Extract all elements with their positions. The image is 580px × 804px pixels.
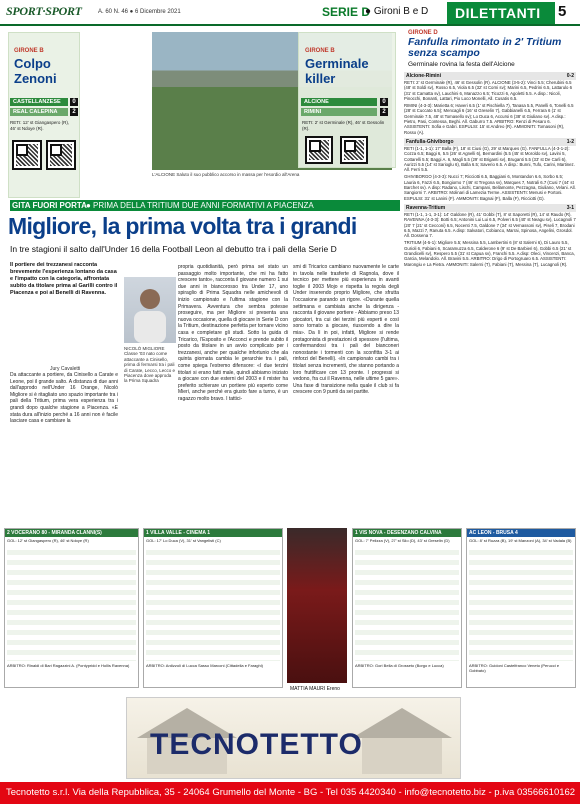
match-name: Ravenna-Tritium	[406, 204, 446, 211]
match-name: Fanfulla-Ghiviborgo	[406, 138, 454, 145]
issue-info: A. 60 N. 46 ● 6 Dicembre 2021	[98, 9, 181, 15]
goals-line: GOL: 7' Pelizza (V), 27' st Silo (D), 43' st Greselin (D)	[355, 538, 450, 543]
match-report: GHIVIBORGO (4-3-3): Nucci 7; Ricciotti 6.5, Baggiani 6, Montandon 6.6, Sorbo 6.5; Lauria 6, Fazzi 6.5, Bongiorno 7 (46' st Tregona sv), Marques 7, Notrali 6.7 (Cusi 7 (44' st Barchet sv). A disp: Radano, Lischi, Campani, Bellamonte, Pezzagna, Giuliano, Velani. All. Sangiorni 7. ARBITRO: Molinari di Lamezia Terme. ASSISTENTI: Menusi e Portoni. ESPULSI: 31' st Lanini (F). AMMONITI: Bagnai (F), Balla (F), Ricciotti (G).	[404, 174, 576, 201]
match-name: Alcione-Rimini	[406, 73, 442, 79]
girone-label: GIRONE B	[14, 48, 44, 54]
player-action-photo	[287, 528, 347, 683]
goals-line: GOL: 17' Lo Duca (V), 31' st Vangelisti (C)	[146, 538, 221, 543]
goals-line: GOL: 12' st Giangaspero (R), 46' st Ndoye (R)	[7, 538, 89, 543]
player-photo	[124, 277, 176, 343]
team-row: REAL CALEPINA	[10, 108, 68, 116]
page-number: 5	[558, 3, 567, 20]
match-report: RIMINI (4-3-3): Marietta 6; Haveri 6.5 (1' st Pischiella 7), Tanasa 5.5, Panelli 6, Tonelli 6.5 (28' st Cuccato 6.5); Mencagli 6 (16' st Greselin 7), Gabbianelli 6.5, Ferrara 6 (1' st Germinale 7.5, 48' st Tomasello sv); Lo Duca 6, Accursi 6 (38' st Giuliano sv). A disp.: Pietro, Pasi, Contessa, Beghi. All. Gaburro 7.5. ARBITRO: Renzi di Pesaro 6. ASSISTENTI: Sofia e Gabri. ESPULSI: 15' st Andreo (R). AMMONITI: Tomasoni (R), Rosso (A).	[404, 103, 574, 135]
match-report: TRITIUM (4-5-1): Migliore 5.5; Messina 5.5, Lambertini 6 (8' st Salerni 6), Di Lauro 5.5, Gurioli 6, Fabiani 6, Scaramuzza 6.5, Calderone 6 (9' st De Barbieri 6), Gobbi 6.5 (21' st Grandicelli sv), Respero 5.5 (31' st Capua sv), Franchi 5.5. A disp: Oleci, Vincenzi, Banca, Garcia, Melandolo. All. Bravini 5.5. ARBITRO: Drigo di Portogruaro 6.5. ASSISTENTI: Marongiu e La Pietra. AMMONITI: Salerni (T), Fabiani (T), Messina (T), Lucagnoli (R).	[404, 240, 575, 267]
qr-code-icon[interactable]	[305, 136, 333, 164]
box-title: Germinale killer	[305, 56, 369, 86]
match-title: VILLA VALLE - CINEMA	[150, 530, 206, 536]
match-report: RETI: 2' st Germinale (R), 46' st Gessolin (R). ALCIONE (3-5-2): Vinci 5.5; Cherubini 6.5 (48' st Soldi sv), Rosso 6.5, Viola 6.5 (32' st Corni sv); Marini 6.5, Pedrini 6.5, Lattarulo 6 (31' st Camatta sv), Lauchini 6, Manazzo 6.5; Ticozzi 6, Agoletti 5.5. A disp.: Nicoli, Pinocchi, Bonanti, Lattari, Pio Loco Monelli, All. Cusatis 6.5.	[404, 80, 573, 101]
qr-code-icon[interactable]	[46, 140, 76, 170]
match-score: 0-2	[566, 73, 574, 79]
girone-label: GIRONE B	[305, 48, 335, 54]
goals-line: GOL: 8' st Ruzza (B), 19' st Manzoni (A), 34' st Vadala (B)	[469, 538, 572, 543]
team-score: 0	[380, 98, 388, 106]
match-score: 3-1	[566, 204, 574, 211]
team-row: CASTELLANZESE	[10, 98, 68, 106]
referee-line: ARBITRO: Ardizzoli di Lucca Sasso Marconi (Cittadella e Faraghi)	[146, 663, 263, 668]
referee-line: ARBITRO: Guidoni Castelfranco Veneto (Perucci e Gobbato)	[469, 663, 560, 673]
category-label: DILETTANTI	[447, 2, 555, 24]
band-label: GITA FUORI PORTA	[12, 201, 87, 210]
score: 1	[146, 530, 149, 536]
section-subtitle: ● Gironi B e D	[365, 6, 429, 17]
lineups-grid	[469, 545, 573, 661]
match-title: VOCERANO 80 - MIRANDA CLANNI(S)	[11, 530, 102, 536]
match-header	[404, 204, 576, 212]
team-score: 2	[70, 108, 78, 116]
score: 1	[355, 530, 358, 536]
lineups-grid	[146, 545, 280, 661]
match-report: RETI (1-1, 1-1): 17' Balla (F), 18' st Ciusi (G), 29' st Marques (G). FANFULLA (4-3-1-2): Cozza 6.5; Baggi 6, 5.5 (26' st Agnelli 6), Bernardini (5.5 (45' st Moroldo sv), Lavini 5, Cottarelli 5.5; Baggi A. 6, Magli 5.5 (29' st Briganti sv), Bruganti 5.5 (33' st De Carli 6), Aurizzi 5.5 (14' st Sarioglu 6), Balla 6.5; Saverio 6.5. A disp.: Bunni, Tufo, Carini, Martinez. All. Ferri 5.5.	[404, 145, 575, 173]
team-row: ALCIONE	[301, 98, 377, 106]
band-text: ● PRIMA DELLA TRITIUM DUE ANNI FORMATIVI A PIACENZA	[86, 201, 314, 210]
masthead-logo: SPORT·SPORT	[6, 4, 82, 18]
lineups-grid	[7, 545, 136, 661]
photo-caption: MATTIA MAURI Ereno	[290, 686, 340, 692]
match-table	[4, 528, 139, 688]
match-header	[404, 72, 576, 80]
box-title: Colpo Zenoni	[14, 56, 57, 86]
article-column: smi di Tricarico cambiano nuovamente le carte in tavola nelle trasferte di Ragnola, dove il tecnico per mettere più esperienza in avanti toglie il 2003 Mojo e rispetta la regola degli Under inserendo proprio Migliore, che sfrutta l'occasione parando un rigore. «Durante quella settimana e cambiata anche la dirigenza - racconta il giovane portiere - Abbiamo preso 13 giocatori, tra cui dei terzini più esperti e così sono tornato a giocare, riuscendo a dire la mia». Da lì in poi, infatti, Migliore si rende protagonista di prestazioni di spessore (l'ultima, confermandosi tra i pali del bianconeri nonostante i tormenti con la sconfitta 3-1 ai rinforzi del Benelli). «In campionato cambi tra i titolari senza incrementi, che stanno portando a loro fruttificare con 13 pronte. I progressi si vedono, fra cui il Ravenna, nelle ultime 5 gare». Una fase di transizione nella quale il club si fa crescere con 9 punti da sei partite.	[293, 264, 399, 396]
section-title: SERIE D	[322, 5, 371, 19]
headline: Migliore, la prima volta tra i grandi	[8, 213, 357, 239]
match-header	[404, 138, 576, 146]
table-header	[144, 529, 282, 537]
right-column	[404, 30, 576, 515]
ad-contact-text: Tecnotetto s.r.l. Via della Repubblica, 35 - 24064 Grumello del Monte - BG - Tel 035 4420340 - info@tecnotetto.biz - p.iva 03566610162	[6, 787, 576, 798]
article-column: propria quotidianità, però prima sei stato un passaggio molto importante, che mi ha fatto crescere tanto», racconta il giovane numero 1 sui due anni in biancorosso tra Under 17, uno spiraglio di Prima Squadra nelle amichevoli di inizio campionato e l'ultima stagione con la Primavera. Avventura che sembra potesse proseguire, ma per Migliore si presenta una nuova occasione, quella di giocare in Serie D con la Tritium, destinazione perfetta per tornare vicino casa e completare gli studi. Sotto la guida di Tricarico, l'Esposito e l'Acconci e prende subito il posto da titolare in un avvio complicato per i trezzanesi, anche per qualche infortunio che ala quinta giornata cambia le gerarchie tra i pali, come spiega l'estremo difensore: «I due terzini titolari si erano fatti male, quindi abbiamo iniziato a giocare con due esterni del 2003 e il mister ha preferito schierare un portiere più esperto come Mieri, anche perché era giusto fare a turno, è un ragazzo molto bravo. I tattici-	[178, 264, 288, 402]
lineups-grid	[355, 545, 459, 661]
match-title: AC LEON - BRUSA	[469, 530, 514, 536]
photo-caption: L'ALCIONE Saluto il suo pubblico accorso in massa per l'esordio all'Arena	[152, 172, 300, 177]
team-score: 2	[380, 108, 388, 116]
score: 2	[7, 530, 10, 536]
qr-code-icon[interactable]	[12, 140, 42, 170]
score: 1	[207, 530, 210, 536]
article-column: Da attaccante a portiere, da Cinisello a Carate e Leone, poi il grande salto. A distanza di due anni dall'approdo nell'Under 16 Orange, Nicolò Migliore si è ritagliato uno spazio importante tra i pali della Tritium, prima vera esperienza tra i grandi dopo qualche stagione a Piacenza. «E stata dura all'inizio perché a 16 anni non è facile lasciare casa e cambiare la	[10, 372, 118, 425]
match-table	[352, 528, 462, 688]
article-title: Fanfulla rimontato in 2' Tritium senza scampo	[408, 36, 562, 59]
subheadline: In tre stagioni il salto dall'Under 16 della Football Leon al debutto tra i pali della Serie D	[10, 244, 337, 254]
table-header	[353, 529, 461, 537]
ad-brand: TECNOTETTO	[150, 728, 363, 761]
match-table	[466, 528, 576, 688]
match-title: VIS NOVA - DESENZANO CALVINA	[359, 530, 442, 536]
referee-line: ARBITRO: Rinaldi di Bari Ragazzini A. (Pontypridd e Hollis Ravenna)	[7, 663, 130, 668]
referee-line: ARBITRO: Gori Bella di Grosseto (Borgo e Lucca)	[355, 663, 444, 668]
score: 4	[514, 530, 518, 536]
match-score: 1-2	[566, 138, 574, 145]
byline: Jury Cavaletti	[50, 366, 81, 372]
lead-paragraph: Il portiere dei trezzanesi racconta brevemente l'esperienza lontano da casa e l'impatto con la categoria, affrontata subito da titolare prima al Garilli contro il Piacenza e poi al Benelli di Ravenna.	[10, 262, 118, 296]
goals-text: RETI: 2' st Germinale (R), 46' st Gessolin (R).	[302, 120, 385, 131]
player-silhouette-icon	[124, 277, 176, 343]
match-table	[143, 528, 283, 688]
goals-text: RETI: 12' st Giangaspero (R), 46' st Ndoye (R).	[10, 120, 70, 131]
table-header	[467, 529, 575, 537]
table-header	[5, 529, 138, 537]
article-subtitle: Germinale rovina la festa dell'Alcione	[408, 61, 515, 68]
team-row: RIMINI	[301, 108, 377, 116]
team-score: 0	[70, 98, 78, 106]
player-photo-caption: NICOLÒ MIGLIORE Classe '03 nato come attaccante a Cinisello, prima di fermarsi tra i pali di Carate, Lecco, Lecco e Piacenza dove approda la Prima Squadra	[124, 346, 176, 384]
match-report: RETI (1-1, 1-1, 3-1): 14' Galdone (R), 41' Gobbi (T), 8' st Saporetti (R), 14' st Raudo (R). RAVENNA (4-3-3): Botti 6.5; Antonini Lui Lui 6.5, Polveri 6.5 (40' st Neagu sv), Lucagnoli 7 (20' 7 (21' st Cecconi) 6.5, Nocenti 7.5, Galdone 7 (34' st Vernassoni sv), Piseli 7, Brodani 6.5, Mazzi 7, Ranuta 6.5. A disp: Salvatori, Cobianco, Marrai, Spinosa, Angelini, Grosdol. All. Dossena 7.	[404, 211, 576, 239]
girone-label: GIRONE D	[408, 30, 438, 36]
qr-code-icon[interactable]	[340, 136, 368, 164]
